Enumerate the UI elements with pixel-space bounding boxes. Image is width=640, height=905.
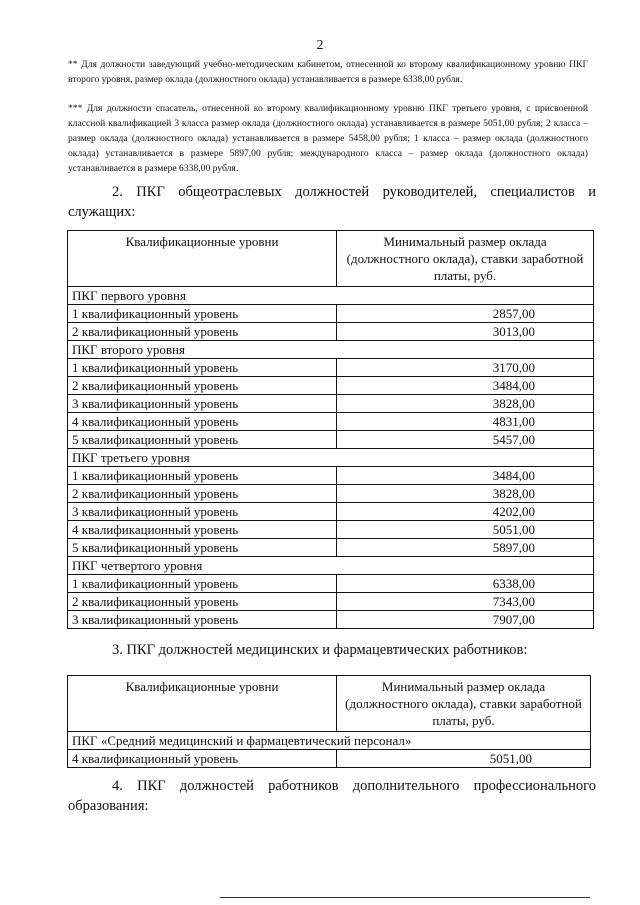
- table-group-row: [68, 557, 594, 575]
- column-header-levels: Квалификационные уровни: [68, 676, 337, 732]
- qualification-level-cell: 1 квалификационный уровень: [68, 305, 337, 323]
- footnote-double-asterisk: ** Для должности заведующий учебно-методическим кабинетом, отнесенной ко второму квалификационному уровню ПКГ второго уровня, размер оклада (должностного оклада) устанавливается в размере 6338,00 рубля.: [68, 59, 588, 85]
- table-row: [68, 750, 591, 768]
- qualification-level-cell: 1 квалификационный уровень: [68, 575, 337, 593]
- salary-table-medical: [67, 675, 591, 768]
- qualification-level-cell: 1 квалификационный уровень: [68, 359, 337, 377]
- section-3-heading: 3. ПКГ должностей медицинских и фармацевтических работников:: [112, 642, 528, 658]
- salary-cell: 3484,00: [337, 467, 594, 485]
- group-title: ПКГ первого уровня: [68, 287, 594, 305]
- section-2-heading: 2. ПКГ общеотраслевых должностей руководителей, специалистов и служащих:: [68, 184, 596, 220]
- table-group-row: [68, 449, 594, 467]
- section-4-heading: 4. ПКГ должностей работников дополнительного профессионального образования:: [68, 778, 596, 814]
- salary-cell: 5051,00: [337, 750, 591, 768]
- table-row: [68, 377, 594, 395]
- table-row: [68, 305, 594, 323]
- salary-cell: 7343,00: [337, 593, 594, 611]
- salary-cell: 2857,00: [337, 305, 594, 323]
- group-title: ПКГ третьего уровня: [68, 449, 594, 467]
- table-row: [68, 521, 594, 539]
- salary-table-general: [67, 230, 594, 629]
- salary-cell: 3170,00: [337, 359, 594, 377]
- qualification-level-cell: 5 квалификационный уровень: [68, 539, 337, 557]
- salary-cell: 6338,00: [337, 575, 594, 593]
- salary-cell: 5457,00: [337, 431, 594, 449]
- qualification-level-cell: 3 квалификационный уровень: [68, 611, 337, 629]
- column-header-salary: Минимальный размер оклада (должностного оклада), ставки заработной платы, руб.: [337, 676, 591, 732]
- table-row: [68, 395, 594, 413]
- table-row: [68, 611, 594, 629]
- qualification-level-cell: 2 квалификационный уровень: [68, 485, 337, 503]
- table-row: [68, 503, 594, 521]
- table-row: [68, 323, 594, 341]
- qualification-level-cell: 2 квалификационный уровень: [68, 377, 337, 395]
- column-header-levels: Квалификационные уровни: [68, 231, 337, 287]
- salary-cell: 7907,00: [337, 611, 594, 629]
- footnote-triple-asterisk: *** Для должности спасатель, отнесенной ко второму квалификационному уровню ПКГ третьего уровня, с присвоенной классной квалификацией 3 класса размер оклада (должностного оклада) устанавливается в размере 5051,00 рубля; 2 класса – размер оклада (должностного оклада) устанавливается в размере 5458,00 рубля; 1 класса – размер оклада (должностного оклада) устанавливается в размере 5897,00 рубля; международного класса – размер оклада (должностного оклада) устанавливается в размере 6338,00 рубля.: [68, 103, 588, 174]
- table-body: [68, 287, 594, 629]
- table-row: [68, 575, 594, 593]
- table-row: [68, 485, 594, 503]
- table-header-row: [68, 231, 594, 287]
- salary-cell: 5897,00: [337, 539, 594, 557]
- group-title: ПКГ четвертого уровня: [68, 557, 594, 575]
- table-row: [68, 431, 594, 449]
- bottom-divider: [220, 897, 590, 898]
- qualification-level-cell: 2 квалификационный уровень: [68, 323, 337, 341]
- salary-cell: 3013,00: [337, 323, 594, 341]
- qualification-level-cell: 2 квалификационный уровень: [68, 593, 337, 611]
- table-group-row: [68, 287, 594, 305]
- qualification-level-cell: 4 квалификационный уровень: [68, 750, 337, 768]
- table-row: [68, 413, 594, 431]
- table-row: [68, 593, 594, 611]
- salary-cell: 4202,00: [337, 503, 594, 521]
- group-title: ПКГ второго уровня: [68, 341, 594, 359]
- salary-cell: 4831,00: [337, 413, 594, 431]
- qualification-level-cell: 4 квалификационный уровень: [68, 413, 337, 431]
- page-number: 2: [316, 38, 324, 53]
- table-row: [68, 467, 594, 485]
- table-row: [68, 359, 594, 377]
- salary-cell: 5051,00: [337, 521, 594, 539]
- table-body: [68, 732, 591, 768]
- salary-cell: 3484,00: [337, 377, 594, 395]
- salary-cell: 3828,00: [337, 485, 594, 503]
- qualification-level-cell: 3 квалификационный уровень: [68, 395, 337, 413]
- table-group-row: [68, 732, 591, 750]
- qualification-level-cell: 4 квалификационный уровень: [68, 521, 337, 539]
- qualification-level-cell: 3 квалификационный уровень: [68, 503, 337, 521]
- table-header-row: [68, 676, 591, 732]
- table-group-row: [68, 341, 594, 359]
- group-title: ПКГ «Средний медицинский и фармацевтический персонал»: [68, 732, 591, 750]
- qualification-level-cell: 1 квалификационный уровень: [68, 467, 337, 485]
- column-header-salary: Минимальный размер оклада (должностного оклада), ставки заработной платы, руб.: [337, 231, 594, 287]
- table-row: [68, 539, 594, 557]
- salary-cell: 3828,00: [337, 395, 594, 413]
- qualification-level-cell: 5 квалификационный уровень: [68, 431, 337, 449]
